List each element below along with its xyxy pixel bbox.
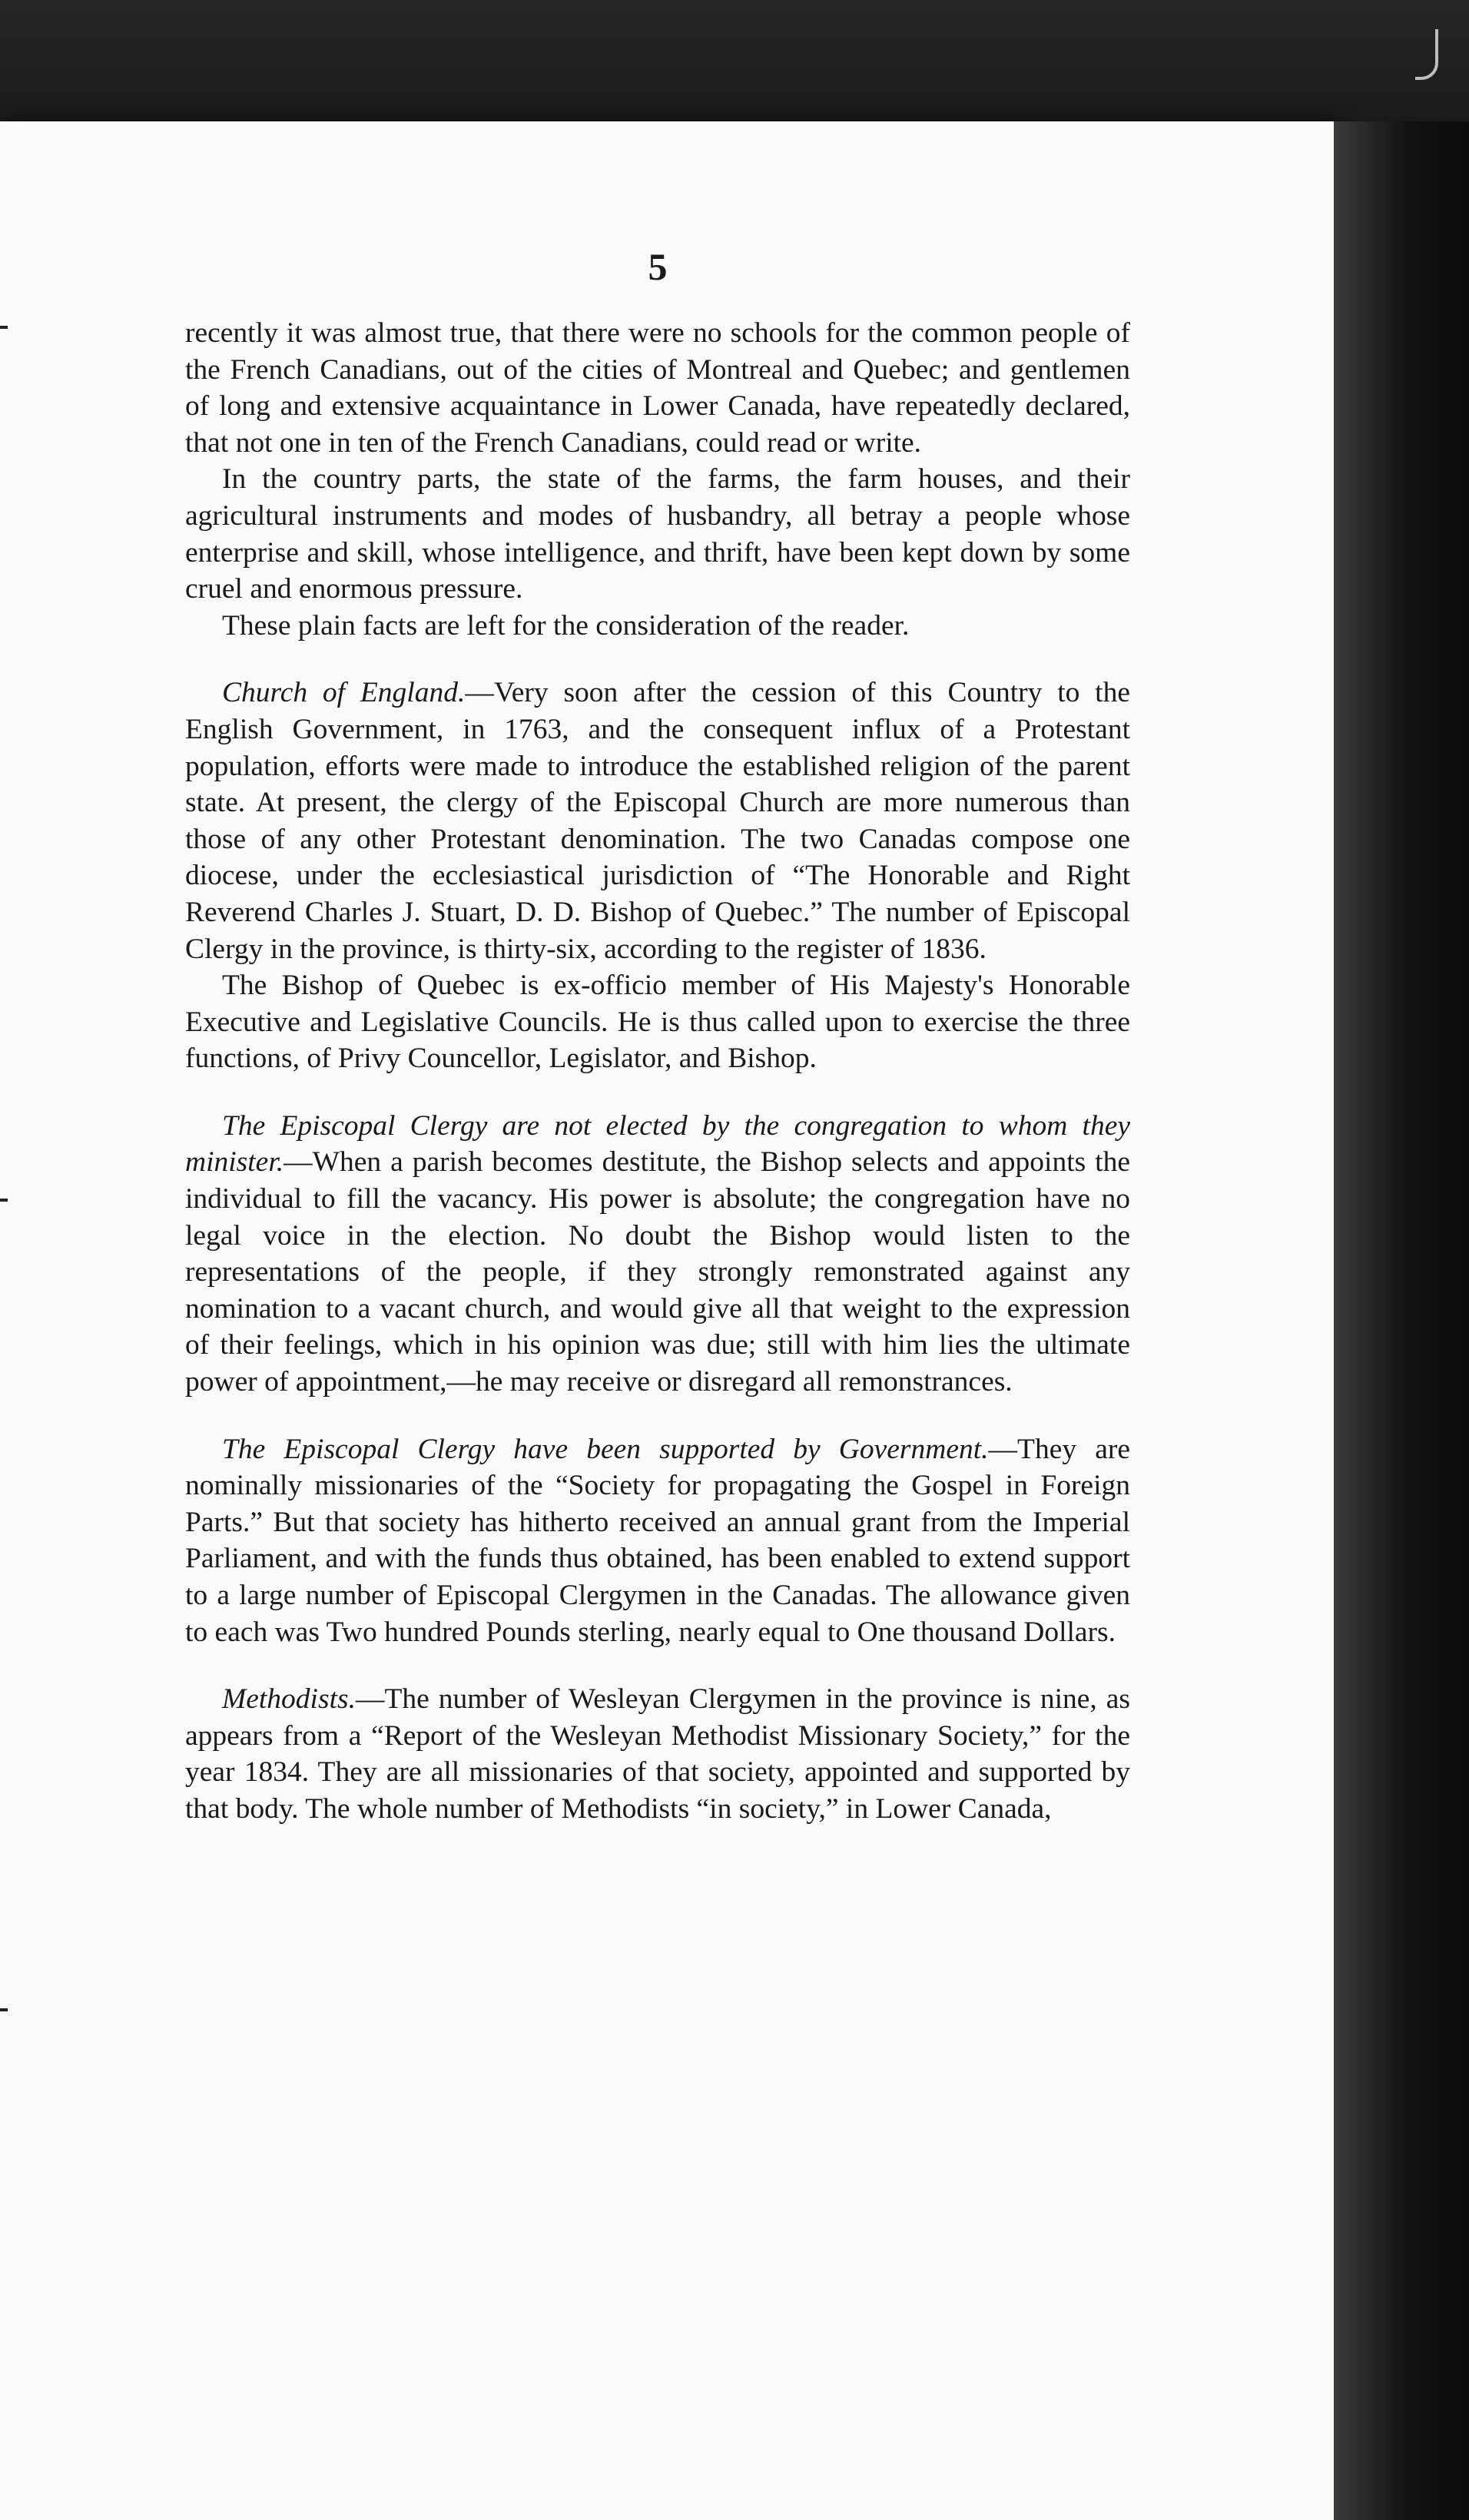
scanner-background — [0, 0, 1469, 123]
section-methodists: Methodists.—The number of Wesleyan Clergymen in the province is nine, as appears from a “Report of the Wesleyan Methodist Missionary Society,” for the year 1834. They are all missionaries of that society, appointed and supported by that body. The whole number of Methodists “in society,” in Lower Canada, — [185, 1683, 1130, 1825]
scan-artifact — [1415, 29, 1438, 80]
paragraph: These plain facts are left for the consideration of the reader. — [222, 609, 910, 642]
section-heading: Methodists. — [222, 1683, 356, 1716]
page-edge-shadow — [1334, 121, 1469, 2520]
page-text — [185, 315, 1130, 1828]
paragraph: The Bishop of Quebec is ex-officio member of His Majesty's Honorable Executive and Legislative Councils. He is thus called upon to exercise the three functions, of Privy Councellor, Legislator, and Bishop. — [185, 970, 1130, 1075]
paragraph: In the country parts, the state of the farms, the farm houses, and their agricultural instruments and modes of husbandry, all betray a people whose enterprise and skill, whose intelligence, and thrift, have been kept down by some cruel and enormous pressure. — [185, 463, 1130, 605]
section-heading: The Episcopal Clergy have been supported by Government. — [222, 1433, 989, 1465]
section-heading: Church of England. — [222, 677, 466, 709]
section-church-of-england: Church of England.—Very soon after the cession of this Country to the English Government, in 1763, and the consequent influx of a Protestant population, efforts were made to introduce the established religion of the parent state. At present, the clergy of the Episcopal Church are more numerous than those of any other Protestant denomination. The two Canadas compose one diocese, under the ecclesiastical jurisdiction of “The Honorable and Right Reverend Charles J. Stuart, D. D. Bishop of Quebec.” The number of Episcopal Clergy in the province, is thirty-six, according to the register of 1836. — [185, 677, 1130, 965]
section-heading: The Episcopal Clergy are not elected by the congregation to whom they minister. — [185, 1109, 1130, 1179]
margin-mark — [0, 2008, 8, 2011]
paragraph: recently it was almost true, that there were no schools for the common people of the French Canadians, out of the cities of Montreal and Quebec; and gentlemen of long and extensive acquaintance in Lower Canada, have repeatedly declared, that not one in ten of the French Canadians, could read or write. — [185, 317, 1130, 459]
section-clergy-election: The Episcopal Clergy are not elected by the congregation to whom they minister.—When a parish becomes destitute, the Bishop selects and appoints the individual to fill the vacancy. His power is absolute; the congregation have no legal voice in the election. No doubt the Bishop would listen to the representations of the people, if they strongly remonstrated against any nomination to a vacant church, and would give all that weight to the expression of their feelings, which in his opinion was due; still with him lies the ultimate power of appointment,—he may receive or disregard all remonstrances. — [185, 1109, 1130, 1398]
page-number: 5 — [648, 245, 668, 288]
margin-mark — [0, 1199, 8, 1202]
section-clergy-support: The Episcopal Clergy have been supported by Government.—They are nominally missionaries of the “Society for propagating the Gospel in Foreign Parts.” But that society has hitherto received an annual grant from the Imperial Parliament, and with the funds thus obtained, has been enabled to extend support to a large number of Episcopal Clergymen in the Canadas. The allowance given to each was Two hundred Pounds sterling, nearly equal to One thousand Dollars. — [185, 1433, 1131, 1648]
margin-mark — [0, 326, 8, 329]
